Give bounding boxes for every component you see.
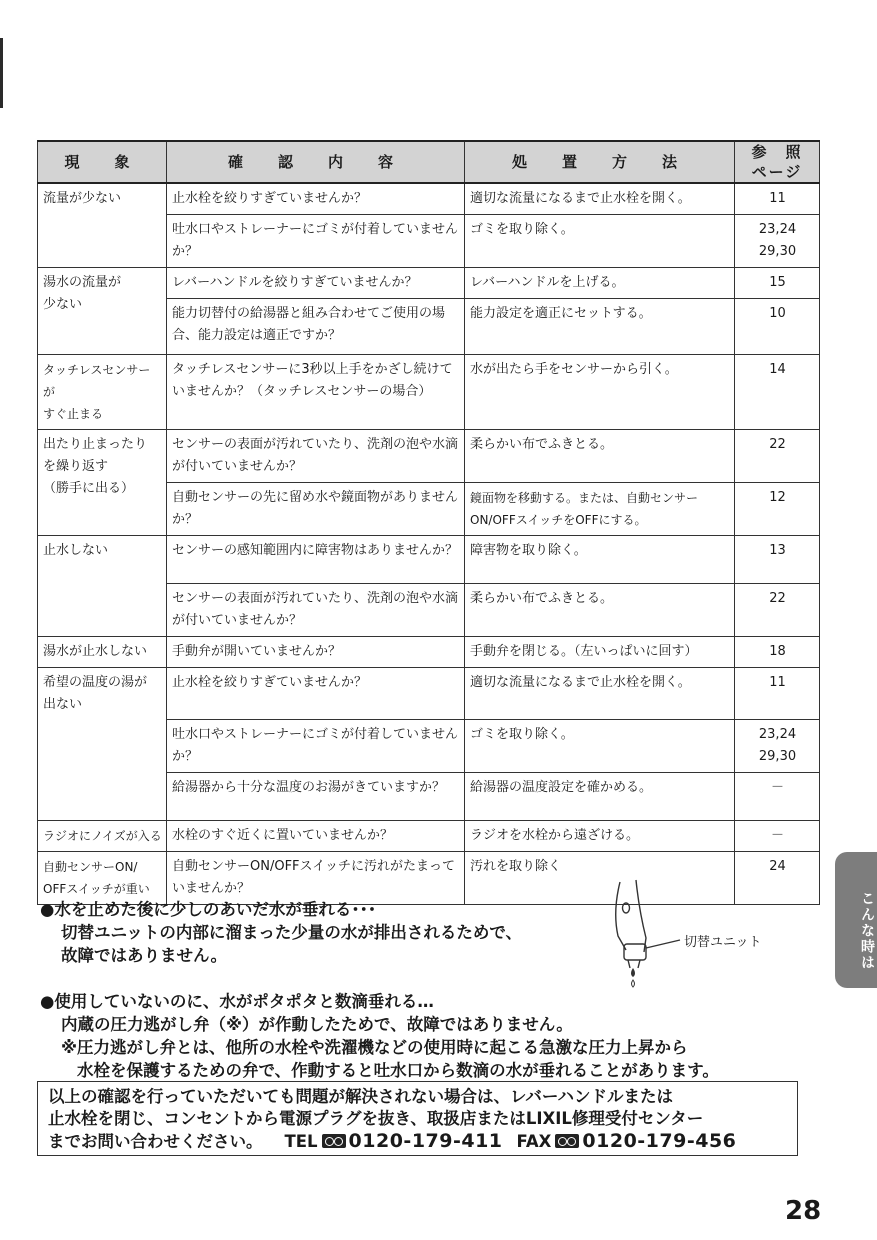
header-page bbox=[735, 141, 820, 183]
symptom-cell bbox=[38, 355, 167, 430]
page-ref-cell: 14 bbox=[735, 355, 820, 430]
page-ref-cell: 18 bbox=[735, 637, 820, 668]
header-remedy: 処 置 方 法 bbox=[465, 141, 735, 183]
page-ref-cell: 22 bbox=[735, 430, 820, 483]
check-cell: 吐水口やストレーナーにゴミが付着していませんか？ bbox=[167, 720, 465, 773]
note2-line2: ※圧力逃がし弁とは、他所の水栓や洗濯機などの使用時に起こる急激な圧力上昇から bbox=[61, 1038, 688, 1057]
check-cell: タッチレスセンサーに3秒以上手をかざし続けていませんか？（タッチレスセンサーの場合） bbox=[167, 355, 465, 430]
table-row bbox=[38, 637, 820, 668]
symptom-text: タッチレスセンサーが すぐ止まる bbox=[43, 363, 151, 421]
contact-box bbox=[37, 1081, 798, 1156]
header-page-text: 参 照 ページ bbox=[751, 143, 803, 181]
remedy-cell: 汚れを取り除く bbox=[465, 852, 735, 905]
switch-unit-label: 切替ユニット bbox=[684, 935, 762, 950]
fax-number[interactable]: 0120-179-456 bbox=[582, 1130, 737, 1152]
note-dripping-after-stop bbox=[40, 898, 630, 967]
remedy-cell: ゴミを取り除く。 bbox=[465, 720, 735, 773]
table-row bbox=[38, 430, 820, 483]
check-cell: 自動センサーON/OFFスイッチに汚れがたまっていませんか？ bbox=[167, 852, 465, 905]
note-dripping-unused bbox=[40, 990, 820, 1082]
page-ref-cell: 11 bbox=[735, 668, 820, 720]
table-row bbox=[38, 821, 820, 852]
header-symptom: 現 象 bbox=[38, 141, 167, 183]
remedy-cell: ラジオを水栓から遠ざける。 bbox=[465, 821, 735, 852]
check-cell: 止水栓を絞りすぎていませんか？ bbox=[167, 668, 465, 720]
note2-line3: 水栓を保護するための弁で、作動すると吐水口から数滴の水が垂れることがあります。 bbox=[77, 1061, 719, 1080]
table-row bbox=[38, 536, 820, 584]
symptom-cell bbox=[38, 852, 167, 905]
section-side-tab[interactable]: こんな時は bbox=[835, 852, 877, 988]
symptom-text: 湯水の流量が 少ない bbox=[43, 275, 122, 312]
remedy-cell: ゴミを取り除く。 bbox=[465, 215, 735, 268]
page-ref-cell: 10 bbox=[735, 299, 820, 355]
faucet-icon bbox=[616, 880, 680, 968]
troubleshooting-table bbox=[37, 140, 820, 905]
tel-number[interactable]: 0120-179-411 bbox=[348, 1130, 503, 1152]
page-ref-cell: － bbox=[735, 821, 820, 852]
remedy-cell: 適切な流量になるまで止水栓を開く。 bbox=[465, 183, 735, 215]
page-ref-cell: 13 bbox=[735, 536, 820, 584]
symptom-cell bbox=[38, 268, 167, 355]
page-ref-text: 23,24 29,30 bbox=[758, 222, 797, 259]
note1-line1: 切替ユニットの内部に溜まった少量の水が排出されるためで、 bbox=[61, 923, 523, 942]
symptom-cell: 流量が少ない bbox=[38, 183, 167, 268]
contact-line1: 以上の確認を行っていただいても問題が解決されない場合は、レバーハンドルまたは bbox=[48, 1087, 674, 1106]
page-ref-cell: － bbox=[735, 773, 820, 821]
remedy-cell: レバーハンドルを上げる。 bbox=[465, 268, 735, 299]
table-row bbox=[38, 183, 820, 215]
note2-title: ●使用していないのに、水がポタポタと数滴垂れる… bbox=[40, 992, 434, 1011]
contact-line2: 止水栓を閉じ、コンセントから電源プラグを抜き、取扱店またはLIXIL修理受付センター bbox=[48, 1109, 704, 1128]
water-drop-icon bbox=[631, 968, 635, 987]
remedy-cell: 水が出たら手をセンサーから引く。 bbox=[465, 355, 735, 430]
check-cell: センサーの表面が汚れていたり、洗剤の泡や水滴が付いていませんか？ bbox=[167, 430, 465, 483]
remedy-cell: 給湯器の温度設定を確かめる。 bbox=[465, 773, 735, 821]
page-ref-cell: 15 bbox=[735, 268, 820, 299]
symptom-text: 希望の温度の湯が 出ない bbox=[43, 675, 148, 712]
symptom-text: 出たり止まったり を繰り返す （勝手に出る） bbox=[43, 437, 148, 496]
note1-line2: 故障ではありません。 bbox=[61, 946, 227, 965]
remedy-cell: 適切な流量になるまで止水栓を開く。 bbox=[465, 668, 735, 720]
check-cell: 手動弁が開いていませんか？ bbox=[167, 637, 465, 668]
table-row bbox=[38, 355, 820, 430]
page-ref-cell: 12 bbox=[735, 483, 820, 536]
note1-title: ●水を止めた後に少しのあいだ水が垂れる･･･ bbox=[40, 900, 377, 919]
remedy-cell: 能力設定を適正にセットする。 bbox=[465, 299, 735, 355]
freedial-icon bbox=[322, 1134, 346, 1148]
page-ref-cell: 24 bbox=[735, 852, 820, 905]
symptom-cell: ラジオにノイズが入る bbox=[38, 821, 167, 852]
page-ref-cell: 22 bbox=[735, 584, 820, 637]
symptom-cell bbox=[38, 430, 167, 536]
note2-line1: 内蔵の圧力逃がし弁（※）が作動したためで、故障ではありません。 bbox=[61, 1015, 573, 1034]
tel-label: TEL bbox=[284, 1132, 318, 1151]
freedial-icon bbox=[555, 1134, 579, 1148]
symptom-text: 自動センサーON/ OFFスイッチが重い bbox=[43, 860, 150, 896]
header-check: 確 認 内 容 bbox=[167, 141, 465, 183]
contact-line3 bbox=[48, 1130, 787, 1153]
fax-label: FAX bbox=[516, 1132, 552, 1151]
page-ref-cell bbox=[735, 720, 820, 773]
remedy-cell: 鏡面物を移動する。または、自動センサーON/OFFスイッチをOFFにする。 bbox=[465, 483, 735, 536]
left-margin-rule bbox=[0, 38, 3, 108]
check-cell: センサーの感知範囲内に障害物はありませんか？ bbox=[167, 536, 465, 584]
check-cell: レバーハンドルを絞りすぎていませんか？ bbox=[167, 268, 465, 299]
symptom-cell bbox=[38, 668, 167, 821]
check-cell: センサーの表面が汚れていたり、洗剤の泡や水滴が付いていませんか？ bbox=[167, 584, 465, 637]
table-row bbox=[38, 668, 820, 720]
check-cell: 水栓のすぐ近くに置いていませんか？ bbox=[167, 821, 465, 852]
check-cell: 止水栓を絞りすぎていませんか？ bbox=[167, 183, 465, 215]
remedy-cell: 柔らかい布でふきとる。 bbox=[465, 584, 735, 637]
symptom-cell: 湯水が止水しない bbox=[38, 637, 167, 668]
page-ref-text: 23,24 29,30 bbox=[758, 727, 797, 764]
check-cell: 自動センサーの先に留め水や鏡面物がありませんか？ bbox=[167, 483, 465, 536]
page-ref-cell: 11 bbox=[735, 183, 820, 215]
table-header-row bbox=[38, 141, 820, 183]
remedy-cell: 手動弁を閉じる。（左いっぱいに回す） bbox=[465, 637, 735, 668]
contact-line3-text: までお問い合わせください。 bbox=[48, 1132, 263, 1151]
table-row bbox=[38, 268, 820, 299]
page-ref-cell bbox=[735, 215, 820, 268]
check-cell: 吐水口やストレーナーにゴミが付着していませんか？ bbox=[167, 215, 465, 268]
symptom-cell: 止水しない bbox=[38, 536, 167, 637]
remedy-cell: 障害物を取り除く。 bbox=[465, 536, 735, 584]
check-cell: 給湯器から十分な温度のお湯がきていますか？ bbox=[167, 773, 465, 821]
page-number: 28 bbox=[785, 1196, 822, 1226]
remedy-cell: 柔らかい布でふきとる。 bbox=[465, 430, 735, 483]
check-cell: 能力切替付の給湯器と組み合わせてご使用の場合、能力設定は適正ですか？ bbox=[167, 299, 465, 355]
